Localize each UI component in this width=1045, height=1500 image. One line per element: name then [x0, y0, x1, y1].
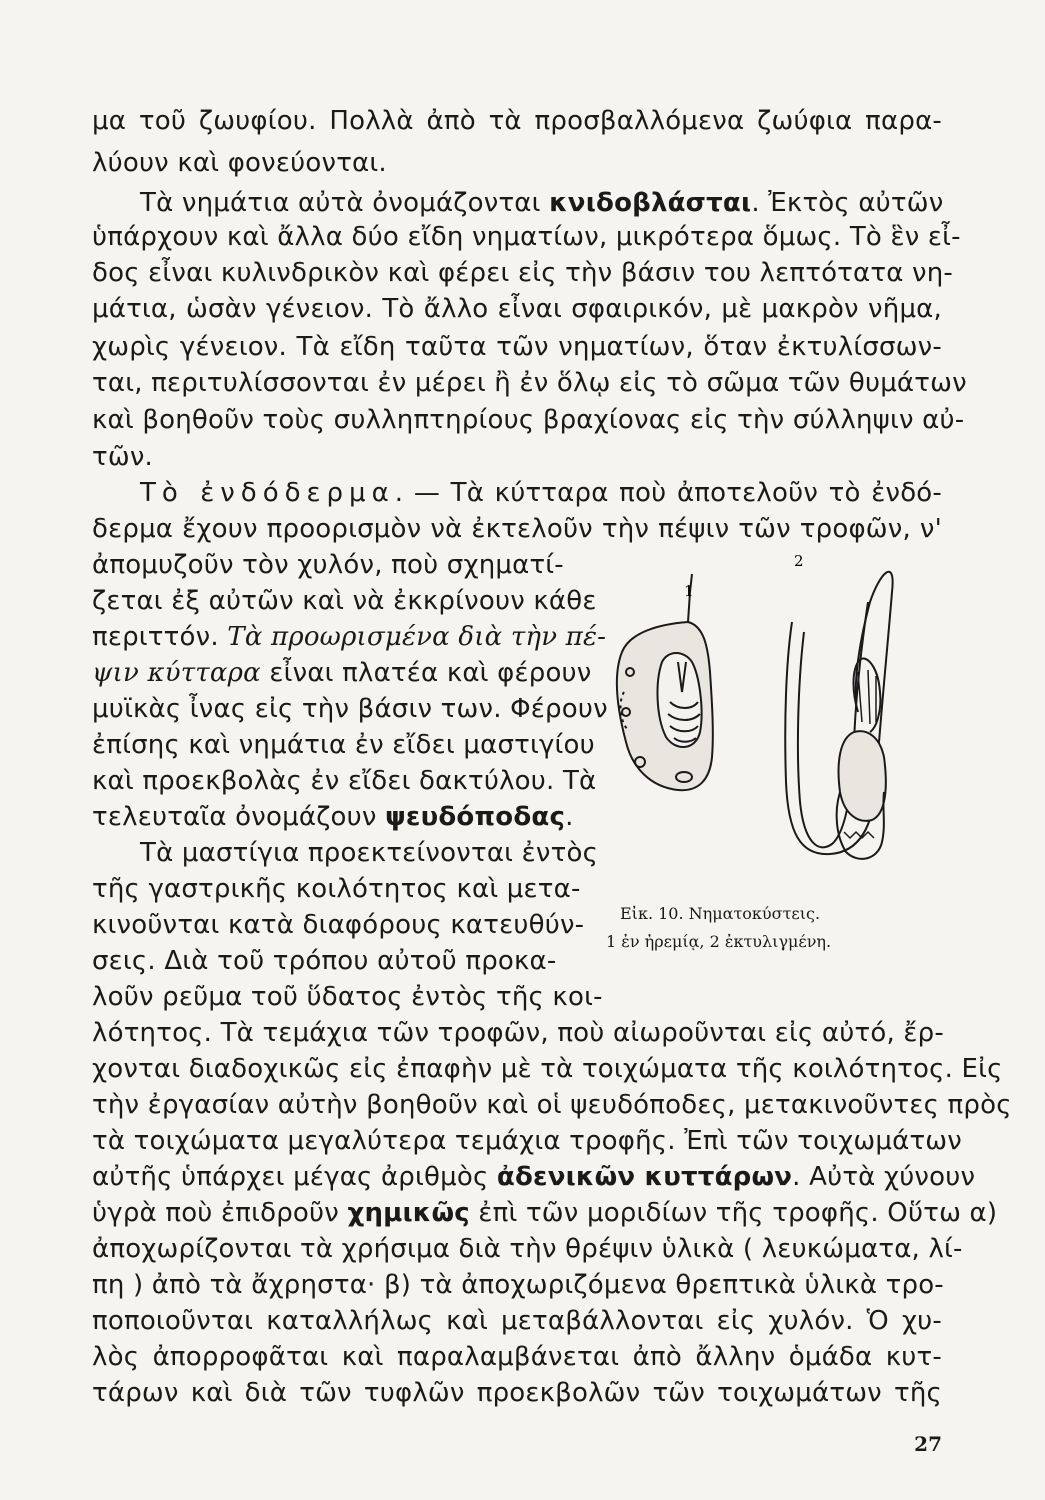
- text-span: . — Τὰ κύτταρα ποὺ ἀποτελοῦν τὸ ἐνδό-: [394, 478, 943, 508]
- text-line: [92, 800, 574, 834]
- text-line: ποποιοῦνται καταλλήλως καὶ μεταβάλλονται εἰς χυλόν. Ὁ χυ-: [92, 1306, 942, 1336]
- text-line: μυϊκὰς ἶνας εἰς τὴν βάσιν των. Φέρουν: [92, 694, 608, 724]
- text-line: λοῦν ρεῦμα τοῦ ὕδατος ἐντὸς τῆς κοι-: [92, 982, 603, 1012]
- figure-label-1: 1: [684, 582, 694, 600]
- text-line: δος εἶναι κυλινδρικὸν καὶ φέρει εἰς τὴν βάσιν του λεπτότατα νη-: [92, 258, 954, 288]
- text-line: ζεται ἐξ αὐτῶν καὶ νὰ ἐκκρίνουν κάθε: [92, 586, 597, 616]
- text-line: Τὰ μαστίγια προεκτείνονται ἐντὸς: [140, 838, 599, 868]
- text-line: ται, περιτυλίσσονται ἐν μέρει ἢ ἐν ὅλῳ εἰς τὸ σῶμα τῶν θυμάτων: [92, 368, 967, 398]
- text-line: δερμα ἔχουν προορισμὸν νὰ ἐκτελοῦν τὴν πέψιν τῶν τροφῶν, ν': [92, 514, 942, 544]
- text-span: . Ἐκτὸς αὐτῶν: [751, 188, 944, 218]
- text-line: μα τοῦ ζωυφίου. Πολλὰ ἀπὸ τὰ προσβαλλόμενα ζωύφια παρα-: [92, 106, 942, 136]
- text-line: μάτια, ὡσὰν γένειον. Τὸ ἄλλο εἶναι σφαιρικόν, μὲ μακρὸν νῆμα,: [92, 294, 942, 324]
- text-span: .: [565, 802, 574, 832]
- text-line: λύουν καὶ φονεύονται.: [92, 148, 387, 178]
- figure-caption-subtitle: 1 ἐν ἠρεμίᾳ, 2 ἐκτυλιγμένη.: [606, 932, 832, 951]
- term-knidoblastai: κνιδοβλάσται: [549, 188, 752, 218]
- text-line: [92, 620, 606, 654]
- text-span: ἐπὶ τῶν μοριδίων τῆς τροφῆς. Οὕτω α): [469, 1198, 998, 1228]
- figure-caption-title: Εἰκ. 10. Νηματοκύστεις.: [620, 904, 821, 923]
- term-pseudopods: ψευδόποδας: [385, 802, 566, 832]
- text-line: καὶ προεκβολὰς ἐν εἴδει δακτύλου. Τὰ: [92, 766, 597, 796]
- text-line: κινοῦνται κατὰ διαφόρους κατευθύν-: [92, 910, 585, 940]
- text-line: τῆς γαστρικῆς κοιλότητος καὶ μετα-: [92, 874, 581, 904]
- text-line: τὴν ἐργασίαν αὐτὴν βοηθοῦν καὶ οἱ ψευδόποδες, μετακινοῦντες πρὸς: [92, 1090, 1012, 1120]
- text-line: πη ) ἀπὸ τὰ ἄχρηστα· β) τὰ ἀποχωριζόμενα θρεπτικὰ ὑλικὰ τρο-: [92, 1270, 944, 1300]
- text-line: τῶν.: [92, 442, 154, 472]
- text-span: περιττόν.: [92, 622, 228, 652]
- term-chemically: χημικῶς: [347, 1198, 470, 1228]
- page-number: 27: [914, 1432, 942, 1456]
- text-line: χωρὶς γένειον. Τὰ εἴδη ταῦτα τῶν νηματίων, ὅταν ἐκτυλίσσων-: [92, 332, 942, 362]
- figure-nematocysts: [600, 552, 930, 902]
- text-span: εἶναι πλατέα καὶ φέρουν: [260, 658, 592, 688]
- text-line: καὶ βοηθοῦν τοὺς συλληπτηρίους βραχίονας εἰς τὴν σύλληψιν αὐ-: [92, 405, 965, 435]
- text-span: Τὰ νημάτια αὐτὰ ὀνομάζονται: [140, 188, 550, 218]
- text-line: ὑπάρχουν καὶ ἄλλα δύο εἴδη νηματίων, μικρότερα ὅμως. Τὸ ἓν εἶ-: [92, 222, 961, 252]
- text-line: [92, 1196, 998, 1230]
- text-line: τάρων καὶ διὰ τῶν τυφλῶν προεκβολῶν τῶν τοιχωμάτων τῆς: [92, 1378, 942, 1408]
- nematocyst-illustration: [600, 552, 930, 902]
- text-span: ὑγρὰ ποὺ ἐπιδροῦν: [92, 1198, 348, 1228]
- text-line: [92, 656, 592, 690]
- text-line: σεις. Διὰ τοῦ τρόπου αὐτοῦ προκα-: [92, 946, 557, 976]
- text-span: . Αὐτὰ χύνουν: [792, 1162, 976, 1192]
- text-span: τελευταῖα ὀνομάζουν: [92, 802, 386, 832]
- text-line: [92, 1160, 976, 1194]
- italic-span: Τὰ προωρισμένα διὰ τὴν πέ-: [227, 622, 607, 652]
- term-glandular-cells: ἀδενικῶν κυττάρων: [496, 1162, 793, 1192]
- text-line: λότητος. Τὰ τεμάχια τῶν τροφῶν, ποὺ αἰωροῦνται εἰς αὐτό, ἔρ-: [92, 1018, 944, 1048]
- text-line: ἀπομυζοῦν τὸν χυλόν, ποὺ σχηματί-: [92, 550, 564, 580]
- text-line: ἀποχωρίζονται τὰ χρήσιμα διὰ τὴν θρέψιν ὑλικὰ ( λευκώματα, λί-: [92, 1234, 963, 1264]
- section-heading-line: [140, 476, 942, 510]
- text-line: λὸς ἀπορροφᾶται καὶ παραλαμβάνεται ἀπὸ ἄλλην ὁμάδα κυτ-: [92, 1342, 942, 1372]
- figure-label-2: 2: [794, 552, 804, 570]
- text-line: τὰ τοιχώματα μεγαλύτερα τεμάχια τροφῆς. Ἐπὶ τῶν τοιχωμάτων: [92, 1126, 962, 1156]
- text-span: αὐτῆς ὑπάρχει μέγας ἀριθμὸς: [92, 1162, 497, 1192]
- text-line: χονται διαδοχικῶς εἰς ἐπαφὴν μὲ τὰ τοιχώματα τῆς κοιλότητος. Εἰς: [92, 1054, 1003, 1084]
- italic-span: ψιν κύτταρα: [92, 658, 261, 688]
- text-line: ἐπίσης καὶ νημάτια ἐν εἴδει μαστιγίου: [92, 730, 595, 760]
- section-heading-endoderm: Τὸ ἐνδόδερμα: [140, 478, 395, 508]
- text-line: [140, 186, 942, 220]
